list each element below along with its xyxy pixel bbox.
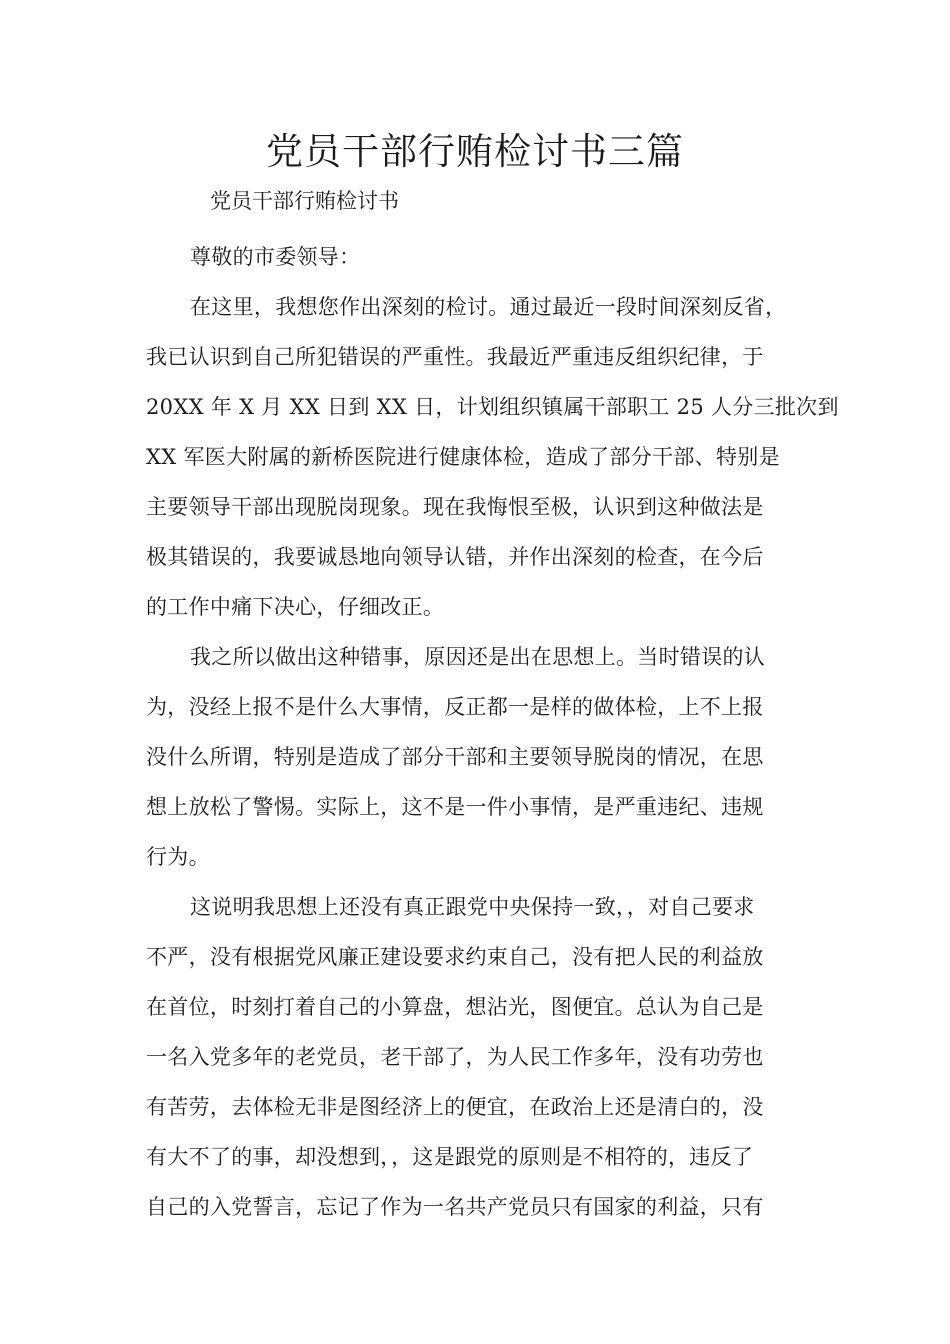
text-line: 20XX 年 X 月 XX 日到 XX 日，计划组织镇属干部职工 25 人分三批次到 bbox=[146, 395, 839, 419]
text-line: 自己的入党誓言，忘记了作为一名共产党员只有国家的利益，只有 bbox=[146, 1195, 764, 1219]
text-line: 为，没经上报不是什么大事情，反正都一是样的做体检，上不上报 bbox=[146, 695, 764, 719]
text-line: 不严，没有根据党风廉正建设要求约束自己，没有把人民的利益放 bbox=[146, 945, 764, 969]
text-line: 没什么所谓，特别是造成了部分干部和主要领导脱岗的情况，在思 bbox=[146, 745, 764, 769]
text-line: 的工作中痛下决心，仔细改正。 bbox=[146, 595, 445, 619]
text-line: 在首位，时刻打着自己的小算盘，想沾光，图便宜。总认为自己是 bbox=[146, 995, 764, 1019]
text-line: 极其错误的，我要诚恳地向领导认错，并作出深刻的检查，在今后 bbox=[146, 545, 764, 569]
text-line: XX 军医大附属的新桥医院进行健康体检，造成了部分干部、特别是 bbox=[146, 445, 780, 469]
text-line: 想上放松了警惕。实际上，这不是一件小事情，是严重违纪、违规 bbox=[146, 795, 764, 819]
document-body bbox=[146, 232, 839, 1232]
text-line: 在这里，我想您作出深刻的检讨。通过最近一段时间深刻反省， bbox=[190, 295, 787, 319]
document-subtitle: 党员干部行贿检讨书 bbox=[210, 189, 399, 213]
text-line: 我之所以做出这种错事，原因还是出在思想上。当时错误的认 bbox=[190, 645, 766, 669]
salutation-line: 尊敬的市委领导： bbox=[190, 245, 361, 269]
text-line: 有苦劳，去体检无非是图经济上的便宜，在政治上还是清白的，没 bbox=[146, 1095, 764, 1119]
text-line: 有大不了的事，却没想到，，这是跟党的原则是不相符的，违反了 bbox=[146, 1145, 754, 1169]
text-line: 一名入党多年的老党员，老干部了，为人民工作多年，没有功劳也 bbox=[146, 1045, 764, 1069]
document-title: 党员干部行贿检讨书三篇 bbox=[266, 130, 684, 173]
text-line: 这说明我思想上还没有真正跟党中央保持一致，，对自己要求 bbox=[190, 895, 755, 919]
text-line: 我已认识到自己所犯错误的严重性。我最近严重违反组织纪律，于 bbox=[146, 345, 764, 369]
text-line: 主要领导干部出现脱岗现象。现在我悔恨至极，认识到这种做法是 bbox=[146, 495, 764, 519]
text-line: 行为。 bbox=[146, 845, 210, 869]
